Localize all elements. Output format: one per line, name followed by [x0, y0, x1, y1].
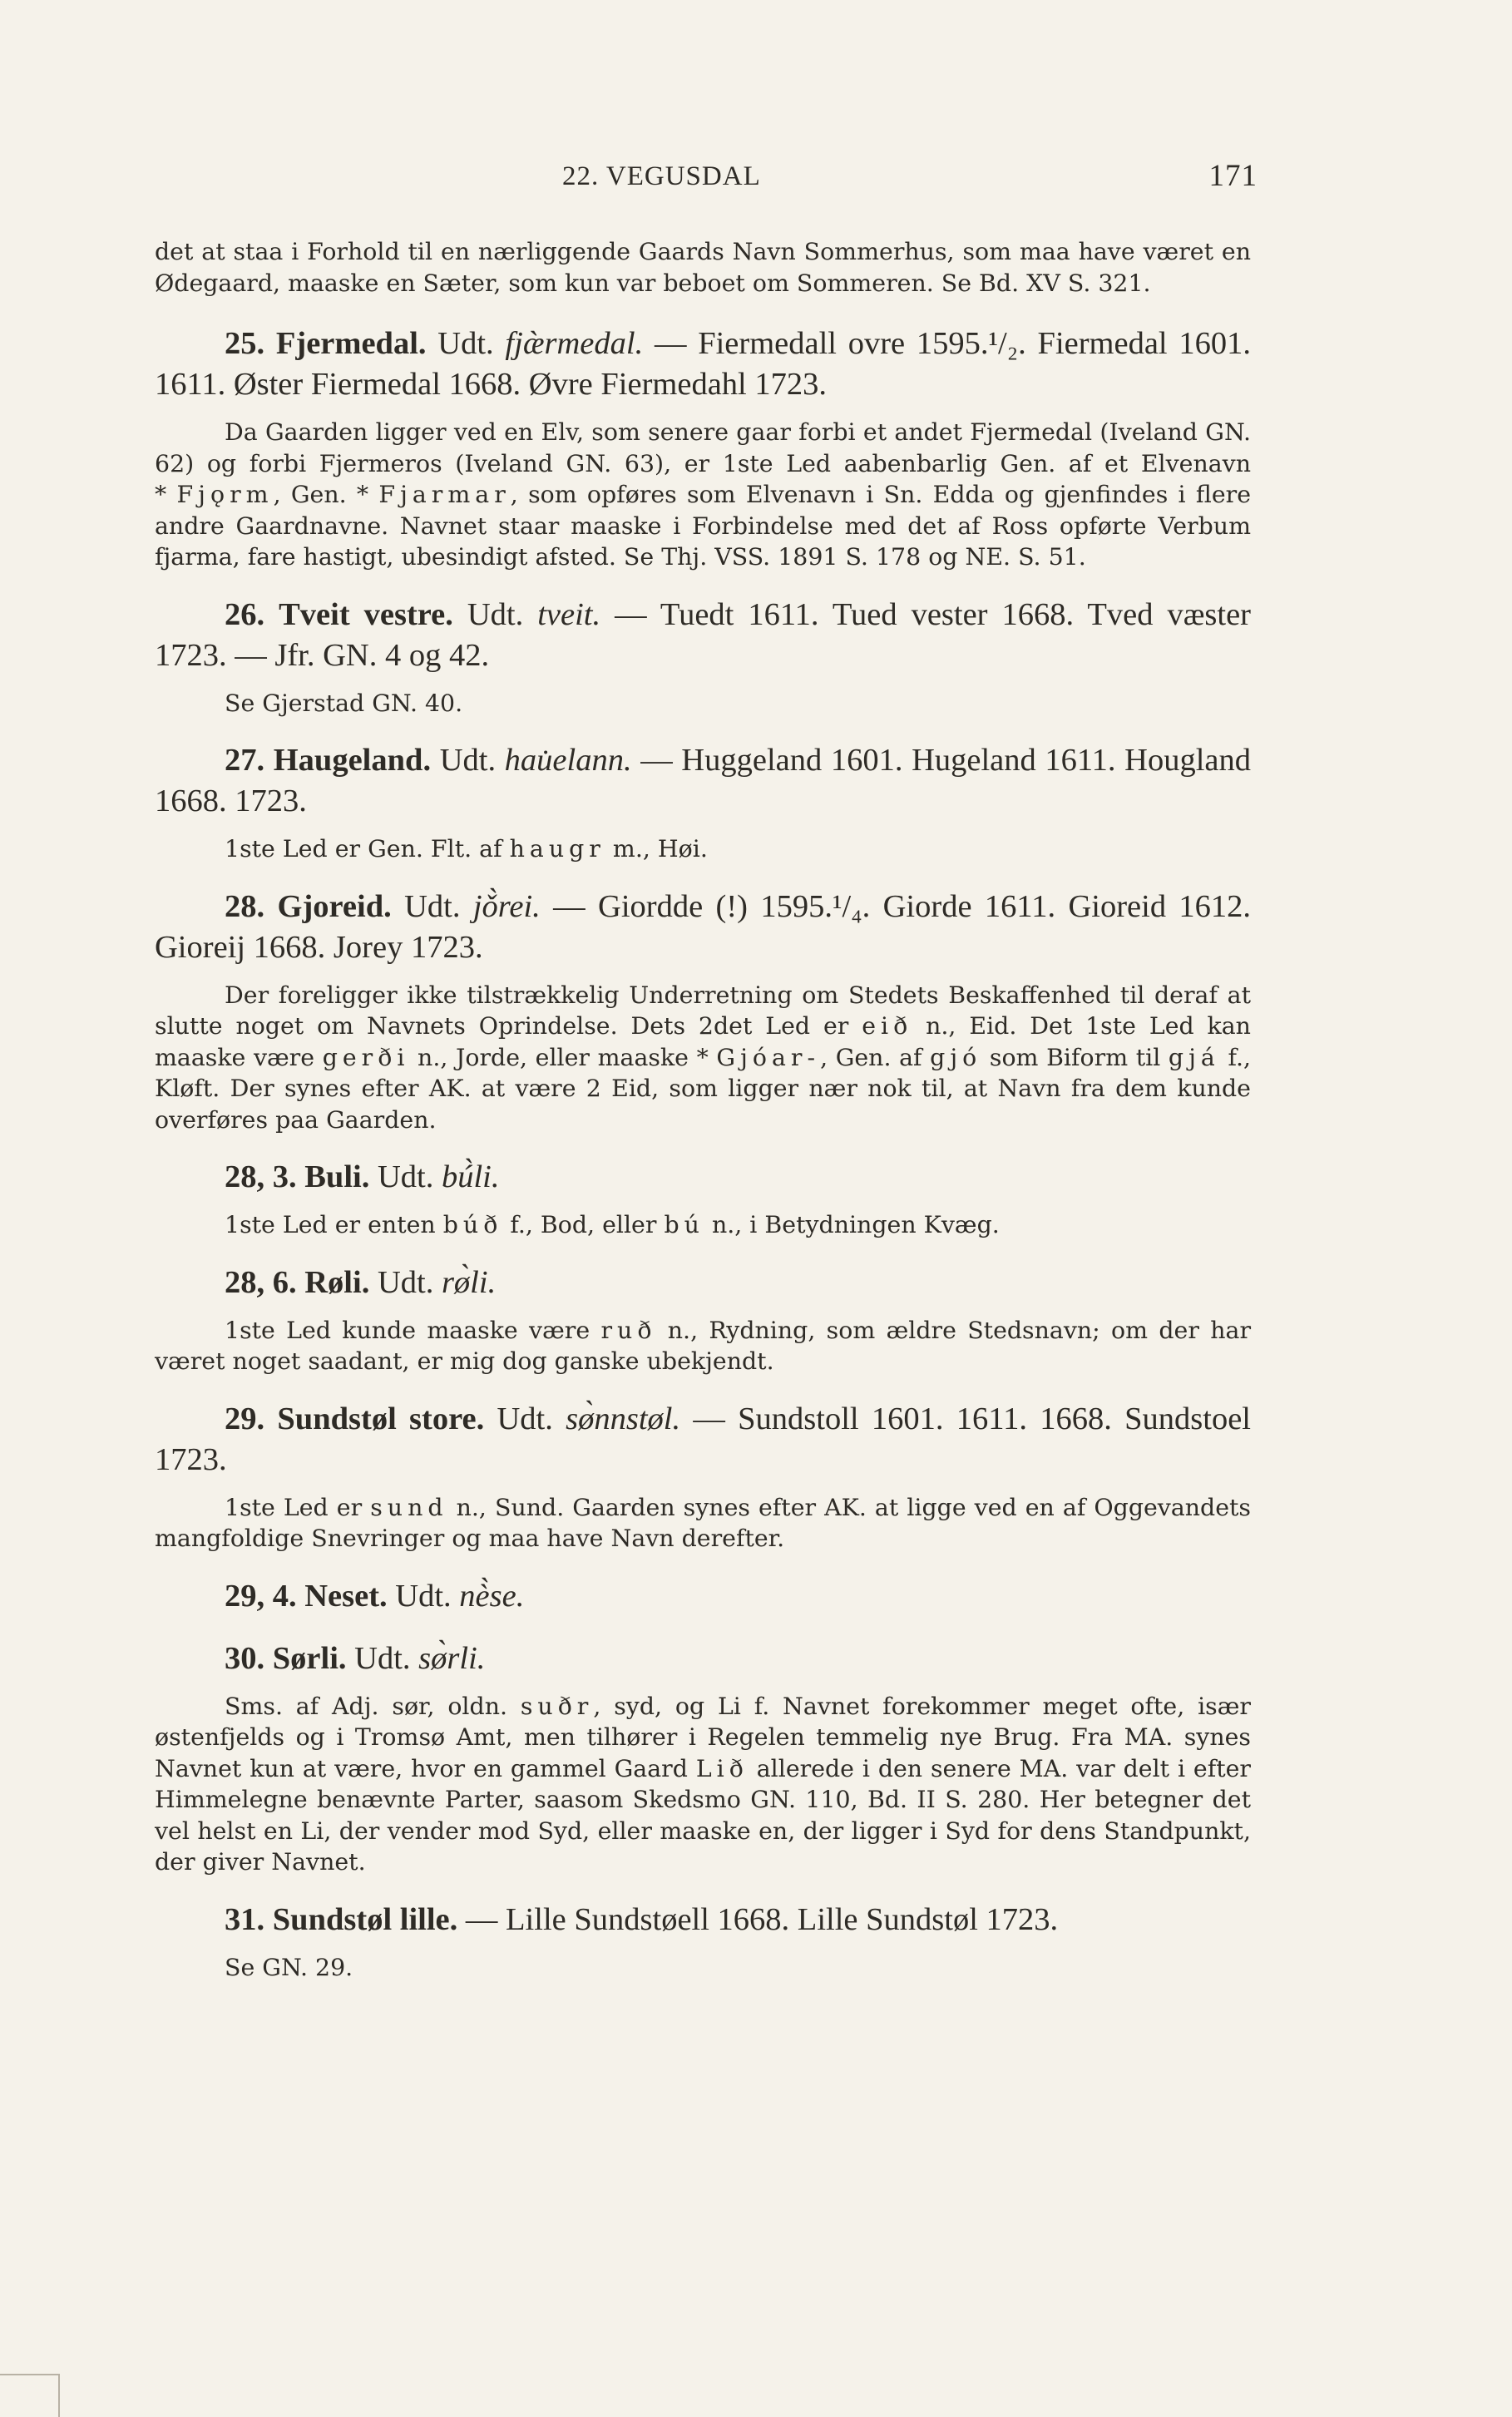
pronunciation: fjæ̀rmedal.	[505, 326, 644, 361]
pronunciation: bú̀li.	[441, 1159, 500, 1194]
udt-label: Udt.	[377, 1159, 434, 1194]
note-text: , som opføres som Elvenavn i Sn. Edda og gjenfindes i flere andre Gaardnavne. Navnet staar maaske i Forbindelse med det af Ross opførte Verbum fjarma, fare hastigt, ubesindigt afsted. Se Thj. VSS. 1891 S. 178 og NE. S. 51.	[155, 481, 1251, 571]
farm-name: Gjoreid.	[277, 888, 392, 924]
udt-label: Udt.	[467, 596, 524, 632]
udt-label: Udt.	[377, 1264, 434, 1300]
entry-28-3	[155, 1157, 1251, 1241]
udt-label: Udt.	[354, 1640, 411, 1676]
note-text: n., Sund. Gaarden synes efter AK. at ligge ved en af Oggevandets mangfoldige Snevringer og maa have Navn derefter.	[155, 1493, 1252, 1552]
historical-forms: — Giordde (!) 1595.¹/₄. Giorde 1611. Gioreid 1612. Gioreij 1668. Jorey 1723.	[155, 888, 1252, 965]
pronunciation: tveit.	[537, 596, 601, 632]
spaced-word: Fjǫrm	[176, 481, 274, 508]
note-text: allerede i den senere MA. var delt i efter Himmelegne benævnte Parter, saasom Skedsmo GN. 110, Bd. II S. 280. Her betegner det vel helst en Li, der vender mod Syd, eller maaske en, der ligger i Syd for dens Standpunkt, der giver Navnet.	[155, 1754, 1251, 1876]
entry-number: 28, 3.	[225, 1159, 297, 1194]
note-text: Da Gaarden ligger ved en Elv, som senere gaar forbi et andet Fjermedal (Iveland GN. 62) og forbi Fjermeros (Iveland GN. 63), er 1ste Led aabenbarlig Gen. af et Elvenavn *	[155, 418, 1251, 508]
note-text: n., Rydning, som ældre Stedsnavn; om der har været noget saadant, er mig dog ganske ubekjendt.	[155, 1316, 1252, 1375]
entry-29-note	[155, 1492, 1251, 1554]
entry-27-head	[155, 740, 1251, 822]
historical-forms: — Sundstoll 1601. 1611. 1668. Sundstoel 1723.	[155, 1401, 1252, 1477]
entry-number: 25.	[225, 326, 265, 361]
farm-name: Tveit vestre.	[279, 596, 453, 632]
note-text: f., Bod, eller	[510, 1211, 657, 1238]
note-text: 1ste Led kunde maaske være	[225, 1316, 590, 1344]
entry-27	[155, 740, 1251, 865]
pronunciation: sø̀nnstøl.	[566, 1401, 681, 1436]
entry-28-6-note	[155, 1315, 1251, 1377]
historical-forms: — Huggeland 1601. Hugeland 1611. Hougland 1668. 1723.	[155, 743, 1252, 818]
entry-30-head	[155, 1639, 1251, 1679]
chapter-title: 22. VEGUSDAL	[562, 161, 761, 191]
entry-27-note	[155, 833, 1251, 865]
spaced-word: Fjarmar	[378, 481, 511, 508]
entry-26-note: Se Gjerstad GN. 40.	[225, 689, 463, 717]
spaced-word: Lið	[695, 1754, 749, 1782]
entry-28-3-head	[155, 1157, 1251, 1198]
entry-29-head	[155, 1399, 1251, 1480]
entry-number: 26.	[225, 596, 265, 632]
spaced-word: Gjóar-	[716, 1043, 821, 1071]
udt-label: Udt.	[404, 888, 461, 924]
udt-label: Udt.	[497, 1401, 553, 1436]
pronunciation: jǒ̀rei.	[472, 888, 541, 924]
entry-28-6-head	[155, 1263, 1251, 1303]
spaced-word: búð	[442, 1211, 503, 1238]
farm-name: Sundstøl store.	[277, 1401, 485, 1436]
entry-28-note	[155, 980, 1251, 1136]
note-text: 1ste Led er	[225, 1493, 363, 1521]
spaced-word: gjá	[1168, 1043, 1220, 1071]
page-number: 171	[1208, 159, 1258, 193]
note-text: n., Jorde, eller maaske *	[418, 1043, 709, 1071]
spaced-word: sund	[370, 1493, 448, 1521]
pronunciation: rø̀li.	[441, 1264, 497, 1300]
entry-number: 29.	[225, 1401, 265, 1436]
spaced-word: ruð	[600, 1316, 657, 1344]
farm-name: Sørli.	[272, 1640, 347, 1676]
entry-26	[155, 595, 1251, 719]
udt-label: Udt.	[437, 326, 494, 361]
note-text: n., i Betydningen Kvæg.	[711, 1211, 1000, 1238]
farm-name: Sundstøl lille.	[272, 1901, 458, 1937]
note-text: , Gen. *	[273, 481, 369, 508]
udt-label: Udt.	[439, 743, 497, 778]
entry-30-note	[155, 1691, 1251, 1878]
entry-31-head	[155, 1900, 1251, 1940]
spaced-word: bú	[664, 1211, 704, 1238]
udt-label: Udt.	[395, 1578, 452, 1614]
note-text: , Gen. af	[820, 1043, 922, 1071]
entry-25-head	[155, 324, 1251, 405]
note-text: f., Kløft. Der synes efter AK. at være 2 Eid, som ligger nær nok til, at Navn fra dem kunde overføres paa Gaarden.	[155, 1043, 1251, 1134]
spaced-word: eið	[862, 1012, 913, 1040]
entry-28	[155, 887, 1251, 1136]
entry-number: 28, 6.	[225, 1264, 297, 1300]
farm-name: Fjermedal.	[275, 326, 427, 361]
spaced-word: gerði	[322, 1043, 410, 1071]
historical-forms: — Fiermedall ovre 1595.¹/₂. Fiermedal 1601. 1611. Øster Fiermedal 1668. Øvre Fiermedahl 1723.	[155, 326, 1252, 402]
note-text: m., Høi.	[612, 835, 708, 863]
entry-25-note	[155, 417, 1251, 573]
entry-29-4-head	[155, 1576, 1251, 1617]
farm-name: Haugeland.	[273, 743, 432, 778]
entry-number: 28.	[225, 888, 265, 924]
intro-paragraph: det at staa i Forhold til en nærliggende Gaards Navn Sommerhus, som maa have været en Ødegaard, maaske en Sæter, som kun var beboet om Sommeren. Se Bd. XV S. 321.	[155, 238, 1251, 297]
entry-31-note: Se GN. 29.	[225, 1953, 353, 1981]
note-text: 1ste Led er enten	[225, 1211, 436, 1238]
farm-name: Neset.	[304, 1578, 388, 1614]
note-text: Der foreligger ikke tilstrækkelig Underretning om Stedets Beskaffenhed til deraf at slutte noget om Navnets Oprindelse. Dets 2det Led er	[155, 981, 1251, 1040]
entry-26-head	[155, 595, 1251, 676]
entry-number: 27.	[225, 743, 265, 778]
entry-25	[155, 324, 1251, 573]
entry-29	[155, 1399, 1251, 1554]
entry-number: 29, 4.	[225, 1578, 297, 1614]
pronunciation: hau̇elann.	[504, 743, 632, 778]
historical-forms: — Tuedt 1611. Tued vester 1668. Tved væster 1723. — Jfr. GN. 4 og 42.	[155, 596, 1251, 673]
note-text: 1ste Led er Gen. Flt. af	[225, 835, 502, 863]
historical-forms: — Lille Sundstøell 1668. Lille Sundstøl 1723.	[465, 1901, 1059, 1937]
note-text: Sms. af Adj. sør, oldn.	[225, 1692, 508, 1720]
entry-28-head	[155, 887, 1251, 968]
spaced-word: haugr	[509, 835, 605, 863]
entry-30	[155, 1639, 1251, 1878]
farm-name: Røli.	[304, 1264, 370, 1300]
pronunciation: nè̀se.	[459, 1578, 525, 1614]
spaced-word: suðr	[520, 1692, 594, 1720]
note-text: , syd, og Li f. Navnet forekommer meget ofte, især østenfjelds og i Tromsø Amt, men tilhører i Regelen temmelig nye Brug. Fra MA. synes Navnet kun at være, hvor en gammel Gaard	[155, 1692, 1251, 1782]
scan-corner-mark	[0, 2374, 60, 2417]
entry-28-6	[155, 1263, 1251, 1377]
running-header	[155, 153, 1258, 203]
entry-28-3-note	[155, 1209, 1251, 1241]
entry-number: 30.	[225, 1640, 265, 1676]
note-text: som Biform til	[989, 1043, 1161, 1071]
entry-number: 31.	[225, 1901, 265, 1937]
farm-name: Buli.	[304, 1159, 370, 1194]
entry-29-4	[155, 1576, 1251, 1617]
entry-31	[155, 1900, 1251, 1984]
pronunciation: sø̀rli.	[418, 1640, 486, 1676]
book-page	[155, 153, 1258, 1983]
spaced-word: gjó	[930, 1043, 982, 1071]
note-text: n., Eid. Det 1ste Led kan maaske være	[155, 1012, 1251, 1071]
